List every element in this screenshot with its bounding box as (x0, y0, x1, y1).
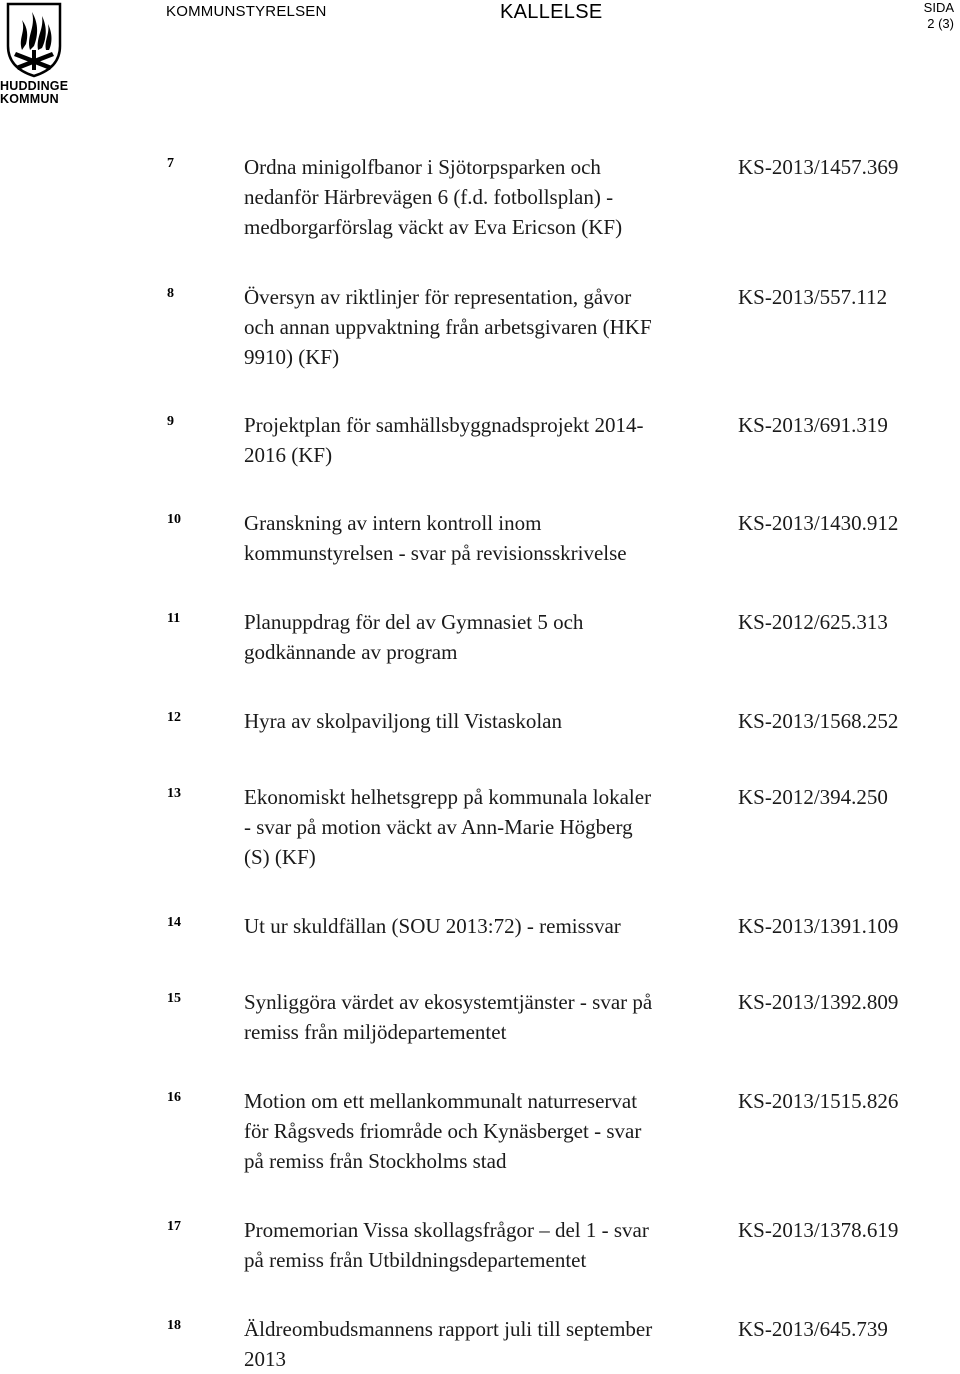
item-number: 7 (167, 156, 174, 171)
item-title: Granskning av intern kontroll inom kommunstyrelsen - svar på revisionsskrivelse (244, 511, 627, 565)
item-number: 14 (167, 915, 181, 930)
item-reference: KS-2012/394.250 (738, 785, 888, 809)
item-number: 17 (167, 1219, 181, 1234)
item-reference: KS-2013/1430.912 (738, 511, 899, 535)
item-title: Äldreombudsmannens rapport juli till september 2013 (244, 1317, 653, 1371)
logo-text-line1: HUDDINGE (0, 79, 69, 93)
item-number: 11 (167, 611, 181, 626)
document-type: KALLELSE (500, 1, 603, 23)
item-number: 9 (167, 414, 174, 429)
item-number: 18 (167, 1318, 181, 1333)
item-title: Ekonomiskt helhetsgrepp på kommunala lokaler - svar på motion väckt av Ann-Marie Högberg (S) (KF) (244, 785, 652, 869)
item-reference: KS-2013/1378.619 (738, 1218, 899, 1242)
item-reference: KS-2013/1392.809 (738, 990, 899, 1014)
item-title: Ut ur skuldfällan (SOU 2013:72) - remissvar (244, 914, 621, 938)
item-reference: KS-2013/1568.252 (738, 709, 899, 733)
item-reference: KS-2013/691.319 (738, 413, 888, 437)
item-number: 13 (167, 786, 181, 801)
item-reference: KS-2013/557.112 (738, 285, 888, 309)
page-label: SIDA (923, 0, 954, 15)
item-number: 12 (167, 710, 181, 725)
item-title: Motion om ett mellankommunalt naturreservat för Rågsveds friområde och Kynäsberget - svar på remiss från Stockholms stad (244, 1089, 642, 1173)
item-reference: KS-2013/1515.826 (738, 1089, 899, 1113)
item-title: Hyra av skolpaviljong till Vistaskolan (244, 709, 562, 733)
item-title: Översyn av riktlinjer för representation, gåvor och annan uppvaktning från arbetsgivaren (HKF 9910) (KF) (244, 285, 652, 369)
item-number: 10 (167, 512, 181, 527)
item-number: 15 (167, 991, 181, 1006)
item-reference: KS-2013/1391.109 (738, 914, 899, 938)
page-number: 2 (3) (927, 16, 954, 31)
item-title: Planuppdrag för del av Gymnasiet 5 och godkännande av program (244, 610, 584, 664)
item-title: Projektplan för samhällsbyggnadsprojekt 2014- 2016 (KF) (244, 413, 644, 467)
item-title: Promemorian Vissa skollagsfrågor – del 1 - svar på remiss från Utbildningsdepartementet (244, 1218, 649, 1272)
department-name: KOMMUNSTYRELSEN (166, 3, 327, 20)
item-reference: KS-2013/645.739 (738, 1317, 888, 1341)
item-reference: KS-2012/625.313 (738, 610, 888, 634)
item-number: 8 (167, 286, 174, 301)
logo-text-line2: KOMMUN (0, 92, 59, 106)
item-number: 16 (167, 1090, 181, 1105)
item-title: Synliggöra värdet av ekosystemtjänster - svar på remiss från miljödepartementet (244, 990, 653, 1044)
item-title: Ordna minigolfbanor i Sjötorpsparken och nedanför Härbrevägen 6 (f.d. fotbollsplan) - medborgarförslag väckt av Eva Ericson (KF) (244, 155, 623, 239)
item-reference: KS-2013/1457.369 (738, 155, 899, 179)
